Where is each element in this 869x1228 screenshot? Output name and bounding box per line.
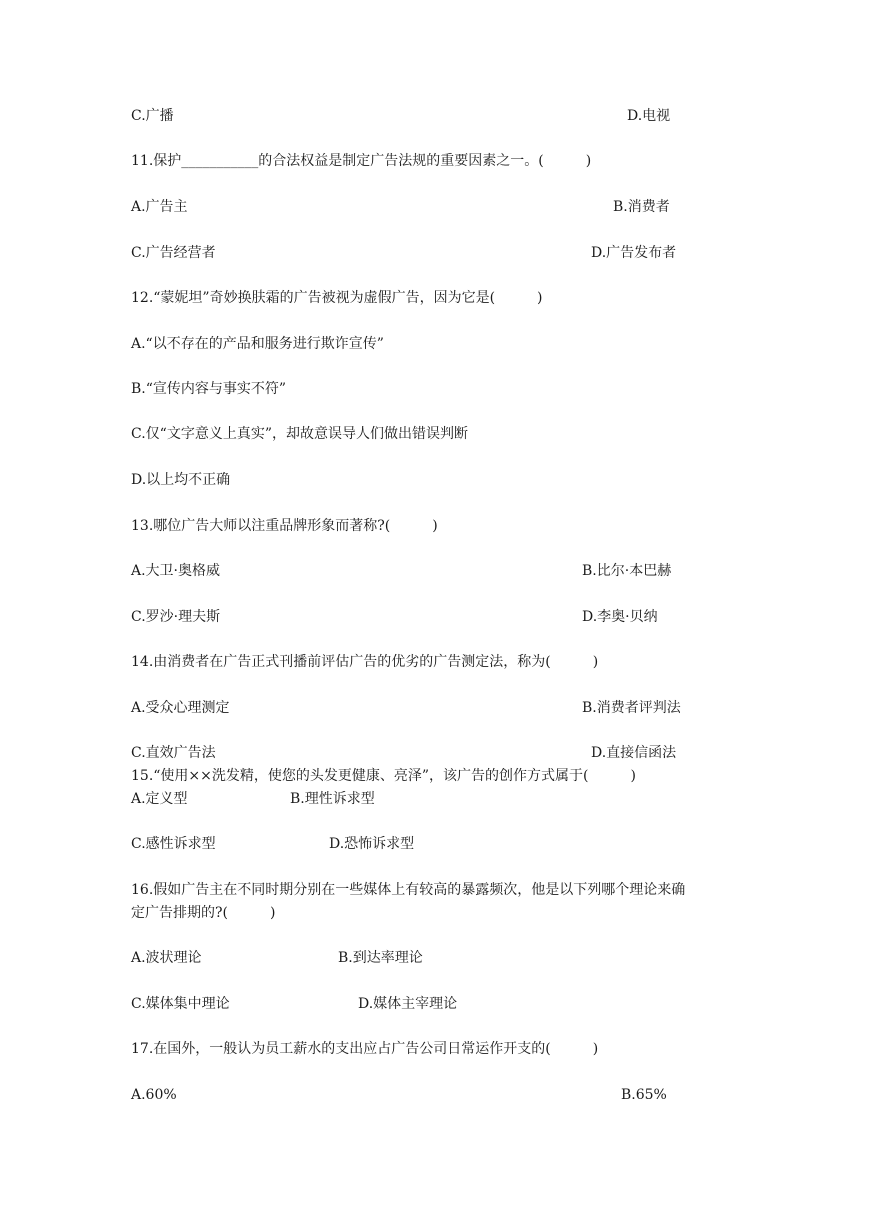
option-a: A.60% (131, 1087, 177, 1103)
option-d: D.李奥·贝纳 (582, 609, 658, 625)
option-d: D.恐怖诉求型 (329, 836, 415, 852)
option-b: B.比尔·本巴赫 (582, 563, 672, 579)
question-14: 14.由消费者在广告正式刊播前评估广告的优劣的广告测定法，称为( ) (131, 654, 599, 670)
option-b: B.65% (621, 1087, 667, 1103)
question-12: 12.“蒙妮坦”奇妙换肤霜的广告被视为虚假广告，因为它是( ) (131, 290, 543, 306)
option-b: B.理性诉求型 (290, 791, 375, 807)
option-b: B.消费者评判法 (582, 700, 681, 716)
option-a: A.“以不存在的产品和服务进行欺诈宣传” (131, 336, 384, 352)
question-11: 11.保护___________的合法权益是制定广告法规的重要因素之一。( ) (131, 153, 592, 169)
option-c: C.媒体集中理论 (131, 996, 230, 1012)
option-d: D.广告发布者 (591, 245, 677, 261)
option-c: C.广告经营者 (131, 245, 216, 261)
option-a: A.大卫·奥格威 (131, 563, 221, 579)
question-16-line-1: 16.假如广告主在不同时期分别在一些媒体上有较高的暴露频次，他是以下列哪个理论来确 (131, 882, 686, 898)
option-b: B.到达率理论 (338, 950, 423, 966)
option-d: D.媒体主宰理论 (358, 996, 458, 1012)
option-c: C.直效广告法 (131, 745, 216, 761)
option-a: A.定义型 (131, 791, 188, 807)
option-d: D.电视 (627, 108, 671, 124)
question-13: 13.哪位广告大师以注重品牌形象而著称?( ) (131, 518, 438, 534)
option-a: A.波状理论 (131, 950, 202, 966)
option-c: C.罗沙·理夫斯 (131, 609, 221, 625)
option-c: C.感性诉求型 (131, 836, 216, 852)
option-c: C.广播 (131, 108, 174, 124)
option-a: A.广告主 (131, 199, 188, 215)
option-b: B.消费者 (613, 199, 670, 215)
question-17: 17.在国外，一般认为员工薪水的支出应占广告公司日常运作开支的( ) (131, 1041, 599, 1057)
option-c: C.仅“文字意义上真实”，却故意误导人们做出错误判断 (131, 426, 468, 442)
option-d: D.以上均不正确 (131, 472, 231, 488)
option-a: A.受众心理测定 (131, 700, 230, 716)
option-d: D.直接信函法 (591, 745, 677, 761)
question-16-line-2: 定广告排期的?( ) (131, 905, 276, 921)
question-15: 15.“使用××洗发精，使您的头发更健康、亮泽”，该广告的创作方式属于( ) (131, 768, 636, 784)
option-b: B.“宣传内容与事实不符” (131, 381, 287, 397)
